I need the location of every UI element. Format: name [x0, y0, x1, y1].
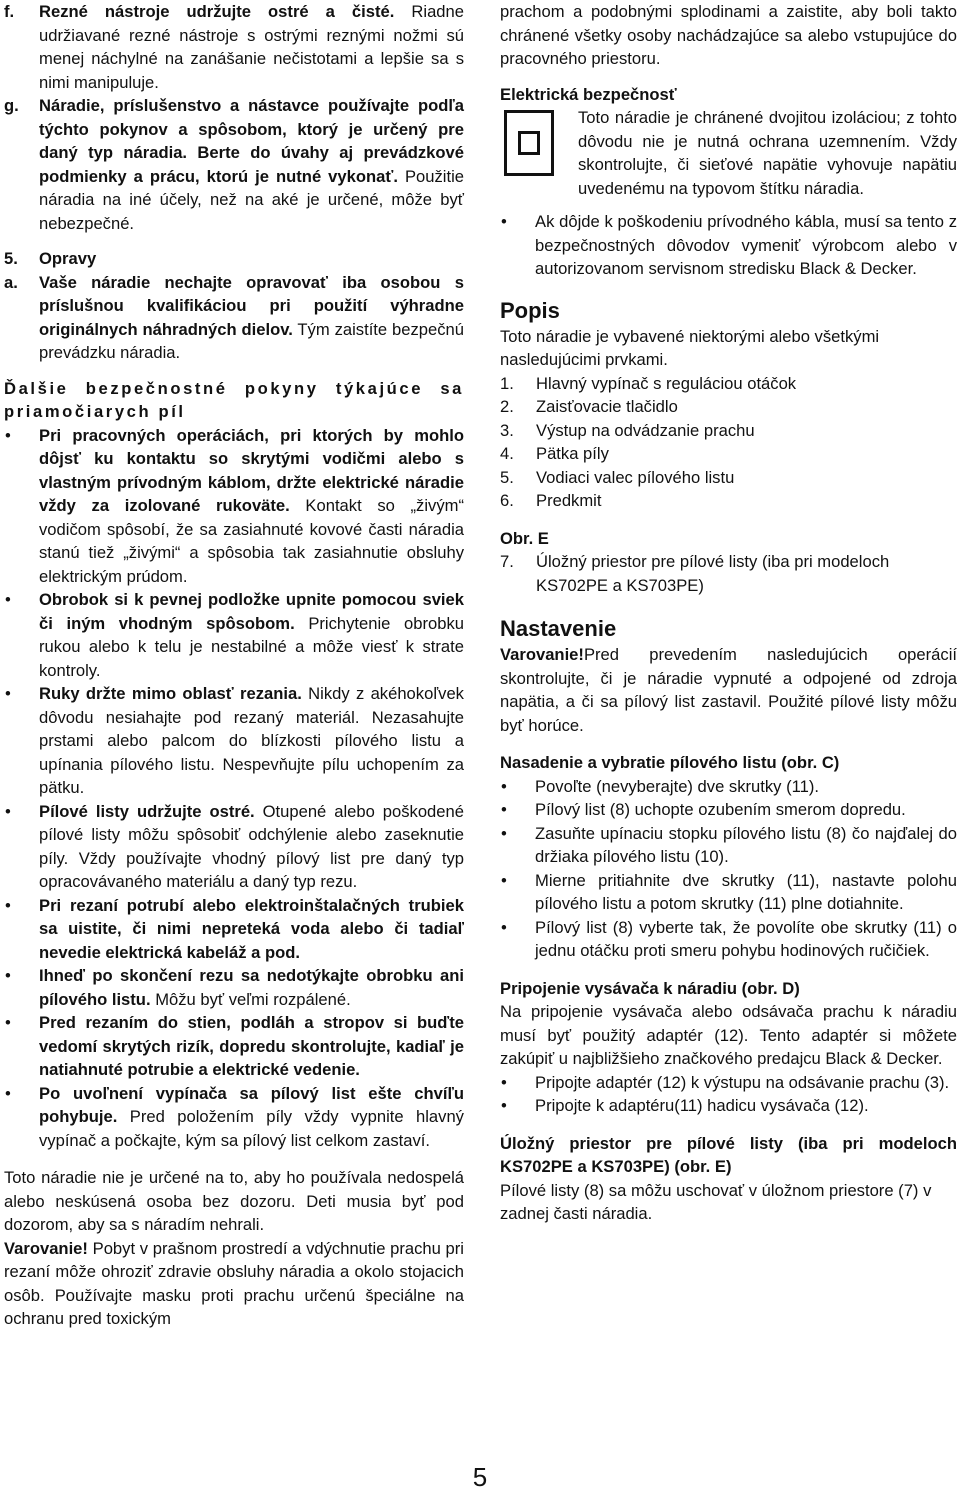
item-text: Výstup na odvádzanie prachu: [536, 420, 755, 440]
item-f: [4, 0, 464, 94]
safety-bullet: [4, 424, 464, 589]
warning-text: Pred prevedením nasledujúcich operácií skontrolujte, či je náradie vypnuté a odpojené od zdroja napätia, a či sa pílový list zastavil. Použité pílové listy môžu byť horúce.: [500, 645, 957, 735]
setup-warning: [500, 643, 957, 737]
heading-text: Elektrická bezpečnosť: [500, 84, 677, 104]
item-number: 7.: [500, 552, 514, 571]
bullet-text: Pripojte k adaptéru(11) hadicu vysávača (12).: [535, 1096, 869, 1115]
item-text: Hlavný vypínač s reguláciou otáčok: [536, 373, 797, 393]
item-bold-text: Rezné nástroje udržujte ostré a čisté.: [39, 2, 395, 21]
list-item: [500, 550, 957, 597]
item-text: Použitie náradia na iné účely, než na aké je určené, môže byť nebezpečné.: [39, 166, 464, 233]
item-text: Predkmit: [536, 491, 602, 510]
section-title: Opravy: [39, 249, 97, 268]
list-item: [500, 869, 957, 916]
bullet-text: Otupené alebo poškodené pílové listy môžu spôsobiť odchýlenie alebo zaseknutie píly. Vždy používajte vhodný pílový list pre daný typ opracovávaného materiálu a daný typ rezu.: [39, 801, 464, 891]
bullet-text: Môžu byť veľmi rozpálené.: [155, 989, 351, 1009]
bullet-dot: •: [5, 684, 11, 703]
double-insulation-text: Toto náradie je chránené dvojitou izoláciou; z tohto dôvodu nie je nutná ochrana uzemnením. Vždy skontrolujte, či sieťové napätie vyhovuje napätiu uvedenému na typovom štítku náradia.: [578, 108, 957, 198]
list-item: [500, 466, 957, 490]
bullet-bold-text: Pri rezaní potrubí alebo elektroinštalačných trubiek sa uistite, či nimi nepreteká voda alebo či tadiaľ nevedie elektrická kabeláž a pod.: [39, 895, 464, 962]
item-bold-text: Vaše náradie nechajte opravovať iba osobou s príslušnou kvalifikáciou pri použití výhradne originálnych náhradných dielov.: [39, 272, 464, 339]
list-item: [500, 822, 957, 869]
continued-text: prachom a podobnými splodinami a zaistite, aby boli takto chránené všetky osoby nachádzajúce sa alebo vstupujúce do pracovného priestoru.: [500, 2, 957, 68]
bullet-dot: •: [501, 800, 507, 819]
item-text: Riadne udržiavané rezné nástroje s ostrými reznými nožmi sú menej náchylné na zanášanie nečistotami a lepšie sa s nimi manipuluje.: [39, 2, 464, 92]
item-number: 4.: [500, 444, 514, 463]
list-item: [500, 419, 957, 443]
figure-label-text: Obr. E: [500, 528, 549, 548]
bullet-dot: •: [5, 1013, 11, 1032]
vacuum-steps: [500, 1071, 957, 1118]
right-column: [500, 0, 957, 1226]
bullet-dot: •: [5, 425, 11, 445]
item-a: [4, 271, 464, 365]
item-marker: a.: [4, 272, 18, 292]
closing-notes: [4, 1166, 464, 1331]
supervision-note: Toto náradie nie je určené na to, aby ho používala nedospelá alebo neskúsená osoba bez dozoru. Deti musia byť pod dozorom, aby sa s náradím nehrali.: [4, 1168, 464, 1234]
bullet-dot: •: [5, 966, 11, 985]
item-number: 5.: [500, 467, 514, 487]
section-number: 5.: [4, 249, 18, 268]
safety-bullet: [4, 800, 464, 894]
figure-e-label: [500, 527, 957, 551]
bullet-dot: •: [501, 212, 507, 231]
bullet-bold-text: Ruky držte mimo oblasť rezania.: [39, 684, 302, 703]
safety-bullet: [4, 682, 464, 800]
bullet-bold-text: Ihneď po skončení rezu sa nedotýkajte obrobku ani pílového listu.: [39, 966, 464, 1009]
bullet-dot: •: [501, 870, 507, 890]
item-text: Úložný priestor pre pílové listy (iba pri modeloch KS702PE a KS703PE): [536, 552, 890, 595]
blade-fitting-heading: [500, 751, 957, 775]
bullet-bold-text: Pílové listy udržujte ostré.: [39, 801, 255, 821]
list-item: [500, 916, 957, 963]
warning-label: Varovanie!: [4, 1238, 88, 1258]
safety-bullet-list: [4, 424, 464, 1153]
electrical-safety-heading: [500, 83, 957, 107]
item-number: 1.: [500, 373, 514, 393]
item-text: Vodiaci valec pílového listu: [536, 467, 735, 487]
item-text: Pätka píly: [536, 444, 609, 463]
bullet-text: Pred položením píly vždy vypnite hlavný vypínač a počkajte, kým sa pílový list celkom zastaví.: [39, 1107, 464, 1150]
blade-fitting-steps: [500, 775, 957, 963]
vacuum-heading: [500, 977, 957, 1001]
bullet-dot: •: [501, 1096, 507, 1115]
list-item: [500, 775, 957, 799]
list-item: [500, 489, 957, 513]
bullet-bold-text: Obrobok si k pevnej podložke upnite pomocou sviek či iným vhodným spôsobom.: [39, 590, 464, 633]
bullet-text: Mierne pritiahnite dve skrutky (11), nastavte polohu pílového listu a potom skrutky (11) plne dotiahnite.: [535, 870, 957, 913]
vacuum-text: Na pripojenie vysávača alebo odsávača prachu k náradiu musí byť použitý adaptér (12). Tento adaptér si môžete zakúpiť u najbližšieho značkového predajcu Black & Decker.: [500, 1002, 957, 1068]
bullet-text: Ak dôjde k poškodeniu prívodného kábla, musí sa tento z bezpečnostných dôvodov vymeniť výrobcom alebo v autorizovanom servisnom stredisku Black & Decker.: [535, 212, 957, 278]
double-insulation-block: [500, 106, 957, 201]
bullet-dot: •: [5, 801, 11, 821]
bullet-text: Kontakt so „živým“ vodičom spôsobí, že sa zasiahnuté kovové časti náradia stanú tiež „živými“ a spôsobia tak zasiahnutie obsluhy elektrickým prúdom.: [39, 496, 464, 586]
dust-warning: [4, 1237, 464, 1331]
safety-bullet: [4, 894, 464, 965]
bullet-dot: •: [501, 1072, 507, 1092]
bullet-text: Nikdy z akéhokoľvek dôvodu nesiahajte pod rezaný materiál. Nezasahujte prstami alebo palcom do blízkosti pílového listu a upínania pílového listu. Nespevňujte pílu uchopením za pätku.: [39, 684, 464, 797]
storage-text: Pílové listy (8) sa môžu uschovať v úložnom priestore (7) v zadnej časti náradia.: [500, 1180, 932, 1223]
bullet-text: Zasuňte upínaciu stopku pílového listu (8) čo najďalej do držiaka pílového listu (10).: [535, 823, 957, 866]
warning-text: Pobyt v prašnom prostredí a vdýchnutie prachu pri rezaní môže ohroziť zdravie obsluhy náradia a okolo stojacich osôb. Používajte masku proti prachu určenú špeciálne na ochranu pred toxickým: [4, 1238, 464, 1328]
heading-text: Pripojenie vysávača k náradiu (obr. D): [500, 978, 800, 998]
warning-label: Varovanie!: [500, 645, 584, 664]
bullet-dot: •: [5, 590, 11, 609]
heading-text: Úložný priestor pre pílové listy (iba pri modeloch KS702PE a KS703PE) (obr. E): [500, 1133, 957, 1176]
bullet-text: Pílový list (8) vyberte tak, že povolíte obe skrutky (11) o jednu otáčku proti smeru pohybu hodinových ručičiek.: [535, 917, 957, 960]
item-marker: g.: [4, 96, 19, 115]
item-text: Zaisťovacie tlačidlo: [536, 397, 678, 416]
section-5-heading: [4, 247, 464, 271]
popis-intro: Toto náradie je vybavené niektorými alebo všetkými nasledujúcimi prvkami.: [500, 326, 880, 369]
item-marker: f.: [4, 2, 15, 21]
nastavenie-heading: Nastavenie: [500, 616, 617, 641]
bullet-bold-text: Pri pracovných operáciách, pri ktorých by mohlo dôjsť ku kontaktu so skrytými vodičmi alebo s vlastným prívodným káblom, držte elektrické náradie vždy za izolované rukoväte.: [39, 425, 464, 515]
list-item: [500, 1071, 957, 1095]
list-item: [500, 395, 957, 419]
list-item: [500, 1094, 957, 1118]
bullet-dot: •: [501, 776, 507, 796]
item-number: 3.: [500, 420, 514, 440]
bullet-text: Pripojte adaptér (12) k výstupu na odsávanie prachu (3).: [535, 1072, 950, 1092]
bullet-text: Povoľte (nevyberajte) dve skrutky (11).: [535, 776, 819, 796]
page-number: 5: [472, 1462, 488, 1492]
left-column: [4, 0, 464, 1331]
item-g: [4, 94, 464, 235]
bullet-bold-text: Po uvoľnení vypínača sa pílový list ešte chvíľu pohybuje.: [39, 1083, 464, 1126]
extra-safety-heading: Ďalšie bezpečnostné pokyny týkajúce sa priamočiarych píl: [4, 378, 464, 421]
bullet-bold-text: Pred rezaním do stien, podláh a stropov si buďte vedomí skrytých rizík, dopredu skontrolujte, kadiaľ je natiahnuté potrubie a elektrické vedenie.: [39, 1013, 464, 1079]
list-item: [500, 442, 957, 466]
safety-bullet: [4, 588, 464, 682]
bullet-text: Pílový list (8) uchopte ozubením smerom dopredu.: [535, 800, 906, 819]
item-number: 6.: [500, 491, 514, 510]
heading-text: Nasadenie a vybratie pílového listu (obr. C): [500, 753, 840, 772]
popis-heading: Popis: [500, 297, 560, 323]
safety-bullet: [4, 1011, 464, 1082]
double-insulation-icon: [504, 106, 560, 186]
bullet-dot: •: [5, 1083, 11, 1103]
item-bold-text: Náradie, príslušenstvo a nástavce používajte podľa týchto pokynov a spôsobom, ktorý je určený pre daný typ náradia. Berte do úvahy aj prevádzkové podmienky a prácu, ktorú je nutné vykonať.: [39, 96, 464, 186]
item-number: 2.: [500, 397, 514, 416]
cable-bullet: [500, 210, 957, 281]
storage-heading: [500, 1132, 957, 1179]
item-text: Tým zaistíte bezpečnú prevádzku náradia.: [39, 319, 464, 362]
list-item: [500, 798, 957, 822]
safety-bullet: [4, 964, 464, 1011]
list-item: [500, 372, 957, 396]
bullet-dot: •: [501, 823, 507, 843]
bullet-dot: •: [5, 895, 11, 915]
bullet-dot: •: [501, 917, 507, 937]
features-list: [500, 372, 957, 513]
safety-bullet: [4, 1082, 464, 1153]
bullet-text: Prichytenie obrobku rukou alebo k telu je nestabilné a môže viesť k strate kontroly.: [39, 613, 464, 680]
